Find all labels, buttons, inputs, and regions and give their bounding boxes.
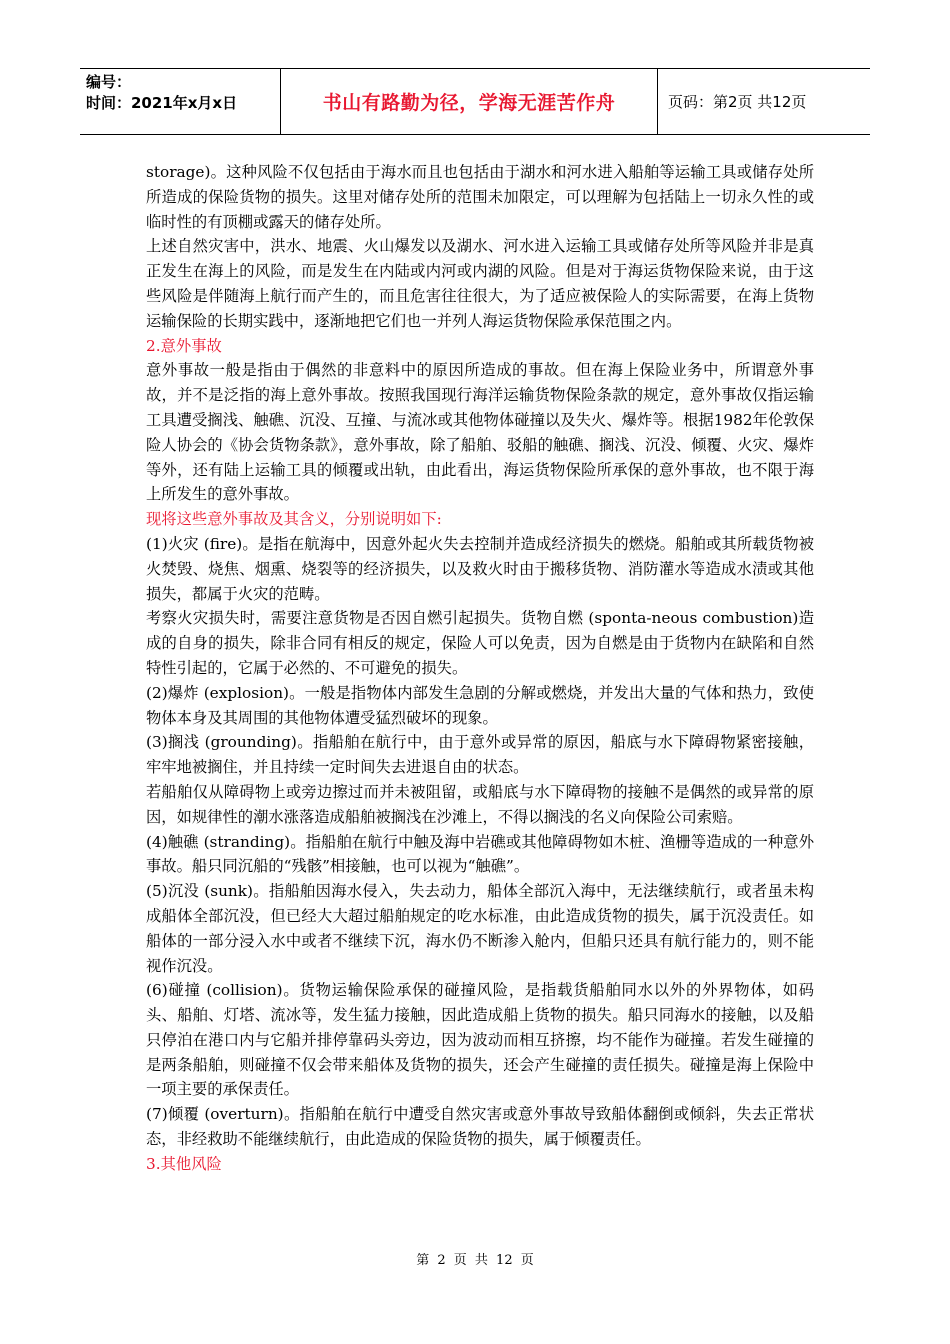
- body-paragraph: (6)碰撞 (collision)。货物运输保险承保的碰撞风险，是指载货船舶同水以外的外界物体，如码头、船舶、灯塔、流冰等，发生猛力接触，因此造成船上货物的损失。船只同海水的接触，以及船只停泊在港口内与它船并排停靠码头旁边，因为波动而相互挤擦，均不能作为碰撞。若发生碰撞的是两条船舶，则碰撞不仅会带来船体及货物的损失，还会产生碰撞的责任损失。碰撞是海上保险中一项主要的承保责任。: [146, 981, 814, 1099]
- body-paragraph: 考察火灾损失时，需要注意货物是否因自燃引起损失。货物自燃 (sponta-neous combustion)造成的自身的损失，除非合同有相反的规定，保险人可以免责，因为自燃是由于货物内在缺陷和自然特性引起的，它属于必然的、不可避免的损失。: [146, 609, 814, 677]
- section-heading: 现将这些意外事故及其含义，分别说明如下:: [146, 510, 442, 529]
- document-body: [146, 160, 814, 1177]
- body-paragraph: 意外事故一般是指由于偶然的非意料中的原因所造成的事故。但在海上保险业务中，所谓意外事故，并不是泛指的海上意外事故。按照我国现行海洋运输货物保险条款的规定，意外事故仅指运输工具遭受搁浅、触礁、沉没、互撞、与流冰或其他物体碰撞以及失火、爆炸等。根据1982年伦敦保险人协会的《协会货物条款》，意外事故，除了船舶、驳船的触礁、搁浅、沉没、倾覆、火灾、爆炸等外，还有陆上运输工具的倾覆或出轨，由此看出，海运货物保险所承保的意外事故，也不限于海上所发生的意外事故。: [146, 361, 814, 504]
- page-header: [80, 68, 870, 135]
- section-heading: 3.其他风险: [146, 1154, 222, 1173]
- header-meta: [80, 69, 280, 134]
- header-motto: 书山有路勤为径，学海无涯苦作舟: [280, 69, 658, 134]
- body-paragraph: (2)爆炸 (explosion)。一般是指物体内部发生急剧的分解或燃烧，并发出大量的气体和热力，致使物体本身及其周围的其他物体遭受猛烈破坏的现象。: [146, 683, 814, 727]
- body-paragraph: (4)触礁 (stranding)。指船舶在航行中触及海中岩礁或其他障碍物如木桩、渔栅等造成的一种意外事故。船只同沉船的“残骸”相接触，也可以视为“触礁”。: [146, 832, 814, 876]
- body-paragraph: (7)倾覆 (overturn)。指船舶在航行中遭受自然灾害或意外事故导致船体翻倒或倾斜，失去正常状态，非经救助不能继续航行，由此造成的保险货物的损失，属于倾覆责任。: [146, 1105, 814, 1149]
- body-paragraph: 上述自然灾害中，洪水、地震、火山爆发以及湖水、河水进入运输工具或储存处所等风险并非是真正发生在海上的风险，而是发生在内陆或内河或内湖的风险。但是对于海运货物保险来说，由于这些风险是伴随海上航行而产生的，而且危害往往很大，为了适应被保险人的实际需要，在海上货物运输保险的长期实践中，逐渐地把它们也一并列人海运货物保险承保范围之内。: [146, 237, 814, 330]
- header-page-number: 页码：第2页 共12页: [668, 93, 807, 111]
- page-footer: 第 2 页 共 12 页: [416, 1253, 534, 1268]
- body-paragraph: (1)火灾 (fire)。是指在航海中，因意外起火失去控制并造成经济损失的燃烧。船舶或其所载货物被火焚毁、烧焦、烟熏、烧裂等的经济损失，以及救火时由于搬移货物、消防灌水等造成水渍或其他损失，都属于火灾的范畴。: [146, 534, 814, 603]
- section-heading: 2.意外事故: [146, 336, 222, 355]
- document-date: 时间：2021年x月x日: [86, 94, 238, 112]
- document-number: 编号：: [86, 73, 132, 91]
- body-paragraph: (5)沉没 (sunk)。指船舶因海水侵入，失去动力，船体全部沉入海中，无法继续航行，或者虽未构成船体全部沉没，但已经大大超过船舶规定的吃水标准，由此造成货物的损失，属于沉没责任。如船体的一部分浸入水中或者不继续下沉，海水仍不断渗入舱内，但船只还具有航行能力的，则不能视作沉没。: [146, 882, 814, 975]
- body-paragraph: 若船舶仅从障碍物上或旁边擦过而并未被阻留，或船底与水下障碍物的接触不是偶然的或异常的原因，如规律性的潮水涨落造成船舶被搁浅在沙滩上，不得以搁浅的名义向保险公司索赔。: [146, 782, 814, 826]
- body-paragraph: storage)。这种风险不仅包括由于海水而且也包括由于湖水和河水进入船舶等运输工具或储存处所所造成的保险货物的损失。这里对储存处所的范围未加限定，可以理解为包括陆上一切永久性的或临时性的有顶棚或露天的储存处所。: [146, 163, 814, 231]
- body-paragraph: (3)搁浅 (grounding)。指船舶在航行中，由于意外或异常的原因，船底与水下障碍物紧密接触，牢牢地被搁住，并且持续一定时间失去进退自由的状态。: [146, 733, 814, 777]
